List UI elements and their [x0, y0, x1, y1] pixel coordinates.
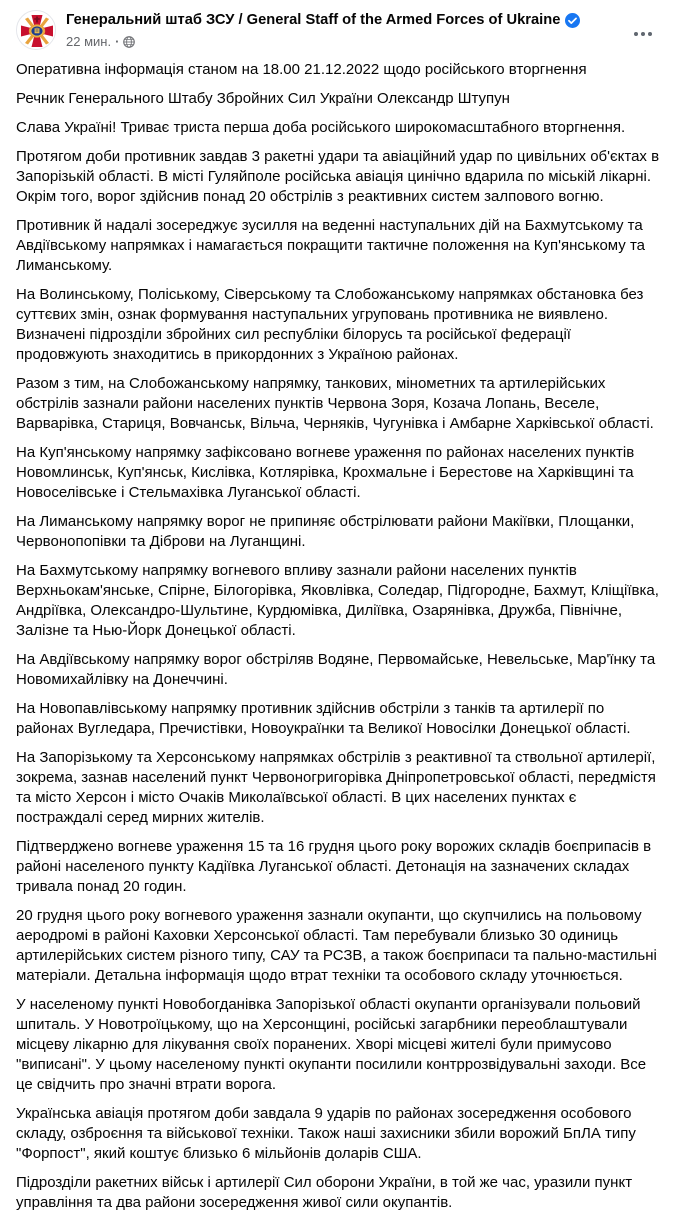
timestamp-link[interactable]: 22 мин.	[66, 34, 112, 49]
post-paragraph: На Куп'янському напрямку зафіксовано вогневе ураження по районах населених пунктів Новомлинськ, Куп'янськ, Кислівка, Котлярівка, Крохмальне і Берестове на Харківщині та Новоселівське і Стельмахівка Луганської області.	[16, 444, 635, 501]
post-paragraph: Протягом доби противник завдав 3 ракетні удари та авіаційний удар по цивільних об'єктах в Запорізькій області. В місті Гуляйполе російська авіація цинічно вдарила по міській лікарні. Окрім того, ворог здійснив понад 20 обстрілів з реактивних систем залпового вогню.	[16, 148, 660, 205]
meta-separator: ·	[115, 34, 120, 49]
post-paragraph: Українська авіація протягом доби завдала 9 ударів по районах зосередження особового складу, озброєння та військової техніки. Також наші захисники збили ворожий БпЛА типу "Форпост", який коштує близько 6 мільйонів доларів США.	[16, 1105, 636, 1162]
page-name-link[interactable]: Генеральний штаб ЗСУ / General Staff of the Armed Forces of Ukraine	[66, 12, 561, 28]
post-header	[0, 10, 679, 50]
post-paragraph: Підрозділи ракетних військ і артилерії Сил оборони України, в той же час, уразили пункт управління та два райони зосередження живої сили окупантів.	[16, 1174, 633, 1211]
post-paragraph: На Запорізькому та Херсонському напрямках обстрілів з реактивної та ствольної артилерії, зокрема, зазнав населений пункт Червоногригорівка Дніпропетровської області, передмістя та місто Херсон і місто Очаків Миколаївської області. В цих населених пунктах є постраждалі серед мирних жителів.	[16, 749, 656, 826]
post-paragraph: На Новопавлівському напрямку противник здійснив обстріли з танків та артилерії по районах Вугледара, Пречистівки, Новоукраїнки та Великої Новосілки Донецької області.	[16, 700, 631, 737]
post-paragraph: Разом з тим, на Слобожанському напрямку, танкових, мінометних та артилерійських обстрілів зазнали райони населених пунктів Червона Зоря, Козача Лопань, Веселе, Варварівка, Стариця, Вовчанськ, Вільча, Черняків, Чугунівка і Амбарне Харківської області.	[16, 375, 654, 432]
post-paragraph: На Авдіївському напрямку ворог обстріляв Водяне, Первомайське, Невельське, Мар'їнку та Новомихайлівку на Донеччині.	[16, 651, 656, 688]
post-paragraph: Слава Україні! Триває триста перша доба російського широкомасштабного вторгнення.	[16, 119, 626, 136]
post-paragraph: На Бахмутському напрямку вогневого впливу зазнали райони населених пунктів Верхньокам'янське, Спірне, Білогорівка, Яковлівка, Соледар, Підгородне, Бахмут, Кліщіївка, Андріївка, Олександро-Шультине, Курдюмівка, Диліївка, Озарянівка, Дружба, Північне, Залізне та Нью-Йорк Донецької області.	[16, 562, 659, 639]
verified-badge-icon	[565, 13, 580, 28]
post-paragraph: На Волинському, Поліському, Сіверському та Слобожанському напрямках обстановка без суттєвих змін, ознак формування наступальних угруповань противника не виявлено. Визначені підрозділи збройних сил республіки білорусь та російської федерації продовжують знаходитись в прикордонних з Україною районах.	[16, 286, 644, 363]
post-body	[0, 60, 679, 1213]
avatar[interactable]	[16, 10, 56, 50]
general-staff-emblem-icon	[17, 11, 56, 50]
post-paragraph: Оперативна інформація станом на 18.00 21.12.2022 щодо російського вторгнення	[16, 61, 587, 78]
post-paragraph: Речник Генерального Штабу Збройних Сил України Олександр Штупун	[16, 90, 510, 107]
post-paragraph: На Лиманському напрямку ворог не припиняє обстрілювати райони Макіївки, Площанки, Червонопопівки та Діброви на Луганщині.	[16, 513, 635, 550]
post-menu-button[interactable]	[625, 16, 661, 52]
post-paragraph: Противник й надалі зосереджує зусилля на веденні наступальних дій на Бахмутському та Авдіївському напрямках і намагається покращити тактичне положення на Куп'янському та Лиманському.	[16, 217, 645, 274]
globe-icon	[123, 36, 135, 48]
post-paragraph: 20 грудня цього року вогневого ураження зазнали окупанти, що скупчились на польовому аеродромі в районі Каховки Херсонської області. Там перебували близько 30 одиниць артилерійських систем різного типу, САУ та РСЗВ, а також боєприпаси та пально-мастильні матеріали. Детальна інформація щодо втрат техніки та особового складу уточнюється.	[16, 907, 657, 984]
post-paragraph: У населеному пункті Новобогданівка Запорізької області окупанти організували польовий шпиталь. У Новотроїцькому, що на Херсонщині, російські загарбники переоблаштували місцеву лікарню для лікування своїх поранених. Хворі місцеві жителі були примусово "виписані". У цьому населеному пункті окупанти посилили контррозвідувальні заходи. Все це свідчить про значні втрати ворога.	[16, 996, 647, 1093]
menu-dots-icon	[634, 32, 638, 36]
post-meta	[66, 34, 663, 50]
post-paragraph: Підтверджено вогневе ураження 15 та 16 грудня цього року ворожих складів боєприпасів в районі населеного пункту Кадіївка Луганської області. Детонація на зазначених складах тривала понад 20 годин.	[16, 838, 652, 895]
header-text	[66, 10, 663, 50]
